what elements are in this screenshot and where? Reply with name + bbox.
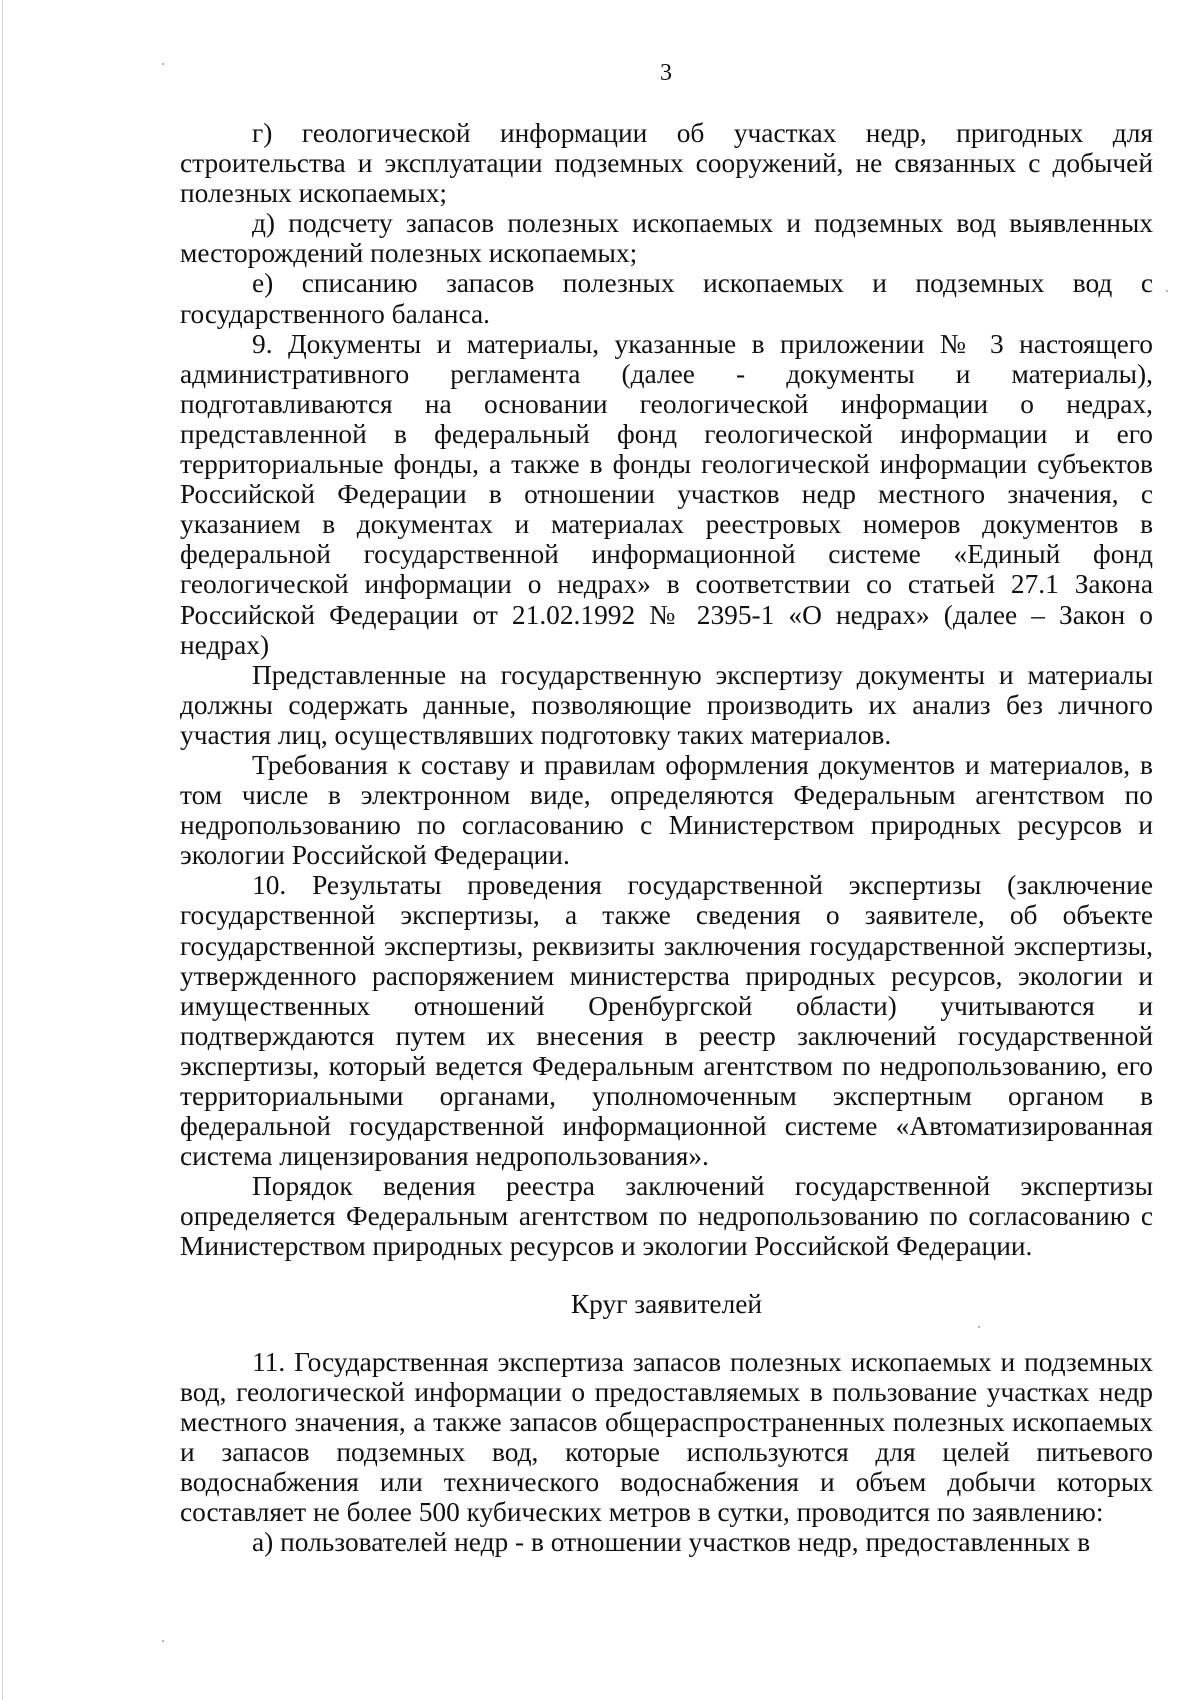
paragraph: Требования к составу и правилам оформления документов и материалов, в том числе в электронном виде, определяются Федеральным агентством по недропользованию по согласованию с Министерством природных ресурсов и экологии Российской Федерации. — [180, 749, 1153, 871]
paragraph: 11. Государственная экспертиза запасов полезных ископаемых и подземных вод, геологической информации о предоставляемых в пользование участках недр местного значения, а также запасов общераспространенных полезных ископаемых и запасов подземных вод, которые используются для целей питьевого водоснабжения или технического водоснабжения и объем добычи которых составляет не более 500 кубических метров в сутки, проводится по заявлению: — [180, 1346, 1153, 1528]
paragraph: Порядок ведения реестра заключений государственной экспертизы определяется Федеральным агентством по недропользованию по согласованию с Министерством природных ресурсов и экологии Российской Федерации. — [180, 1171, 1153, 1262]
paragraph: а) пользователей недр - в отношении участков недр, предоставленных в — [252, 1527, 1091, 1558]
paragraph: 10. Результаты проведения государственной экспертизы (заключение государственной экспертизы, а также сведения о заявителе, об объекте государственной экспертизы, реквизиты заключения государственной экспертизы, утвержденного распоряжением министерства природных ресурсов, экологии и имущественных отношений Оренбургской области) учитываются и подтверждаются путем их внесения в реестр заключений государственной экспертизы, который ведется Федеральным агентством по недропользованию, его территориальными органами, уполномоченным экспертным органом в федеральной государственной информационной системе «Автоматизированная система лицензирования недропользования». — [180, 870, 1153, 1172]
scan-edge-line — [2, 0, 3, 1700]
paragraph: Представленные на государственную экспертизу документы и материалы должны содержать данные, позволяющие производить их анализ без личного участия лиц, осуществлявших подготовку таких материалов. — [180, 659, 1153, 750]
page-number: 3 — [660, 60, 672, 86]
section-heading: Круг заявителей — [570, 1288, 763, 1319]
paragraph: е) списанию запасов полезных ископаемых и подземных вод с государственного баланса. — [180, 268, 1153, 329]
paragraph: 9. Документы и материалы, указанные в приложении № 3 настоящего административного регламента (далее - документы и материалы), подготавливаются на основании геологической информации о недрах, представленной в федеральный фонд геологической информации и его территориальные фонды, а также в фонды геологической информации субъектов Российской Федерации в отношении участков недр местного значения, с указанием в документах и материалах реестровых номеров документов в федеральной государственной информационной системе «Единый фонд геологической информации о недрах» в соответствии со статьей 27.1 Закона Российской Федерации от 21.02.1992 № 2395-1 «О недрах» (далее – Закон о недрах) — [180, 328, 1153, 660]
paragraph: г) геологической информации об участках недр, пригодных для строительства и эксплуатации подземных сооружений, не связанных с добычей полезных ископаемых; — [180, 118, 1153, 209]
scan-speck — [162, 1640, 164, 1642]
document-body — [180, 118, 1153, 1557]
paragraph: д) подсчету запасов полезных ископаемых и подземных вод выявленных месторождений полезных ископаемых; — [180, 208, 1153, 269]
scan-speck — [1166, 290, 1168, 292]
